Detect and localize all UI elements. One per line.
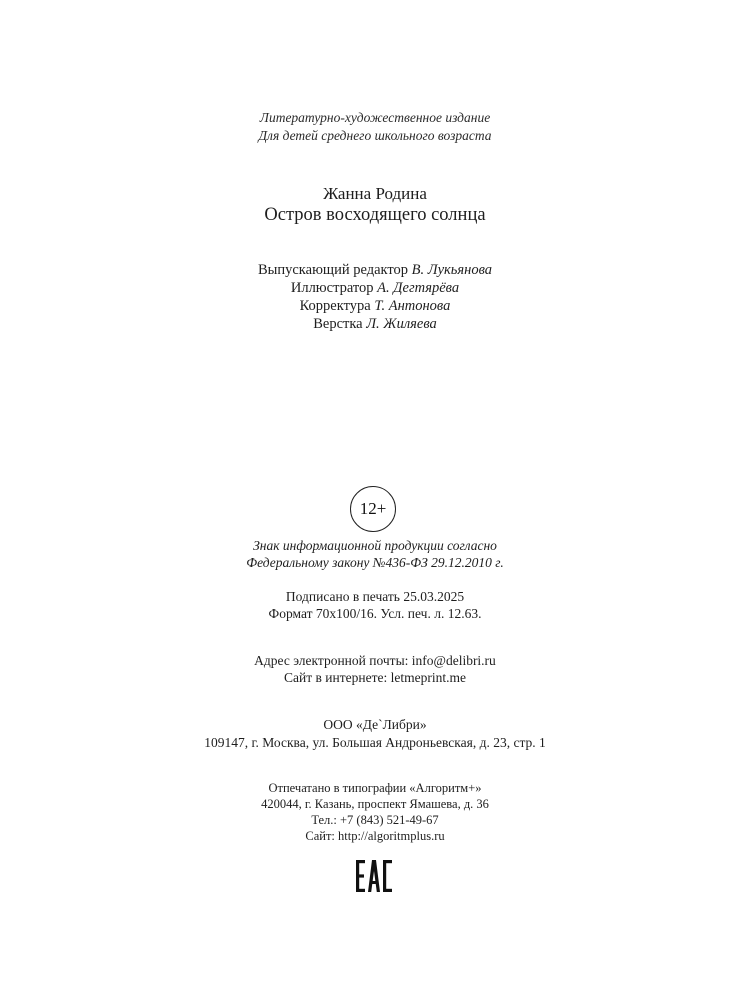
age-note-line-2: Федеральному закону №436-ФЗ 29.12.2010 г. [246, 555, 504, 570]
genre-line-1: Литературно-художественное издание [259, 110, 491, 125]
printer-line-4: Сайт: http://algoritmplus.ru [305, 829, 445, 843]
credit-role: Верстка [313, 316, 363, 332]
book-author: Жанна Родина [323, 184, 427, 203]
credit-layout [0, 316, 750, 333]
publisher-address: 109147, г. Москва, ул. Большая Андроньевская, д. 23, стр. 1 [204, 735, 546, 750]
credit-name: Т. Антонова [374, 298, 451, 314]
print-format: Формат 70х100/16. Усл. печ. л. 12.63. [268, 606, 482, 621]
printer-line-1: Отпечатано в типографии «Алгоритм+» [268, 781, 482, 795]
credit-name: В. Лукьянова [411, 262, 493, 278]
credit-name: А. Дегтярёва [377, 280, 460, 296]
credit-editor [0, 262, 750, 279]
printer-line-2: 420044, г. Казань, проспект Ямашева, д. 36 [261, 797, 489, 811]
book-title: Остров восходящего солнца [264, 205, 486, 225]
publisher-name: ООО «Де`Либри» [323, 717, 427, 732]
age-rating-badge: 12+ [350, 486, 396, 532]
credit-illustrator [0, 280, 750, 297]
printer-line-3: Тел.: +7 (843) 521-49-67 [311, 813, 439, 827]
eac-mark-icon [355, 857, 393, 895]
credit-role: Иллюстратор [290, 280, 374, 296]
print-signed-date: Подписано в печать 25.03.2025 [285, 589, 465, 604]
credit-role: Корректура [299, 298, 371, 314]
contact-site: Сайт в интернете: letmeprint.me [284, 670, 466, 685]
credit-proofreader [0, 298, 750, 315]
credit-name: Л. Жиляева [366, 316, 437, 332]
credit-role: Выпускающий редактор [257, 262, 409, 278]
contact-email: Адрес электронной почты: info@delibri.ru [254, 653, 496, 668]
age-note-line-1: Знак информационной продукции согласно [253, 538, 497, 553]
genre-line-2: Для детей среднего школьного возраста [258, 128, 492, 143]
